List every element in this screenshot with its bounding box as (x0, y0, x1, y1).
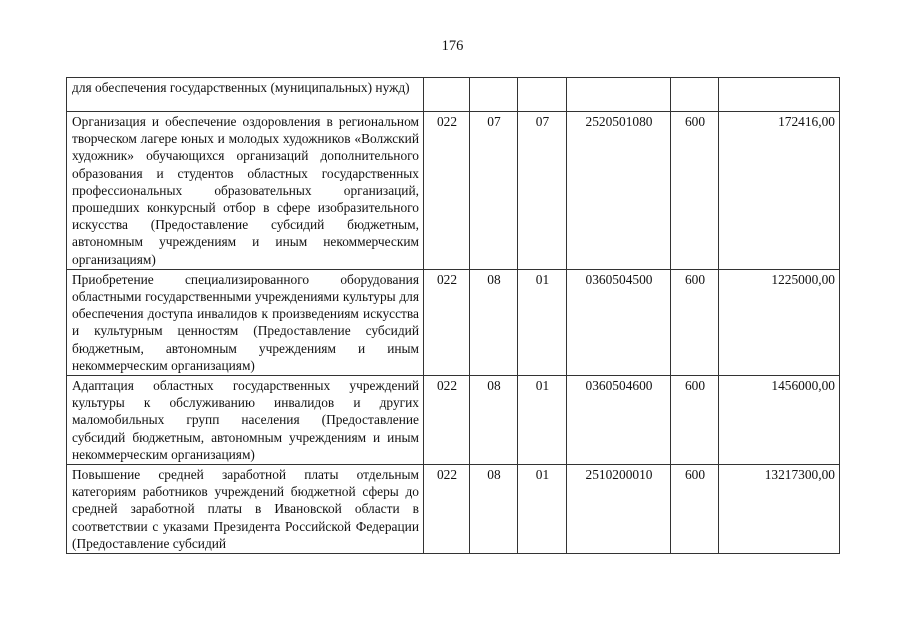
row-expense-type (671, 78, 719, 112)
row-subsection: 01 (518, 376, 567, 465)
row-target-article: 2520501080 (567, 112, 671, 270)
row-expense-type: 600 (671, 269, 719, 375)
row-expense-type: 600 (671, 376, 719, 465)
row-section (470, 78, 518, 112)
row-amount (719, 78, 840, 112)
row-description: Приобретение специализированного оборудования областными государственными учреждениями культуры для обеспечения доступа инвалидов к произведениям искусства и культурным ценностям (Предоставление субсидий бюджетным, автономным учреждениям и иным некоммерческим организациям) (67, 269, 424, 375)
row-subsection: 01 (518, 269, 567, 375)
row-section: 08 (470, 376, 518, 465)
row-section: 08 (470, 269, 518, 375)
row-amount: 13217300,00 (719, 465, 840, 554)
row-admin-code: 022 (424, 465, 470, 554)
row-description: Адаптация областных государственных учреждений культуры к обслуживанию инвалидов и других маломобильных групп населения (Предоставление субсидий бюджетным, автономным учреждениям и иным некоммерческим организациям) (67, 376, 424, 465)
row-admin-code: 022 (424, 376, 470, 465)
budget-table (66, 77, 840, 554)
row-admin-code: 022 (424, 112, 470, 270)
row-subsection (518, 78, 567, 112)
row-expense-type: 600 (671, 112, 719, 270)
row-amount: 1225000,00 (719, 269, 840, 375)
row-target-article: 2510200010 (567, 465, 671, 554)
row-expense-type: 600 (671, 465, 719, 554)
table-row (67, 269, 840, 375)
page-number: 176 (441, 38, 464, 54)
row-target-article: 0360504600 (567, 376, 671, 465)
row-amount: 1456000,00 (719, 376, 840, 465)
row-target-article: 0360504500 (567, 269, 671, 375)
row-subsection: 01 (518, 465, 567, 554)
row-subsection: 07 (518, 112, 567, 270)
table-row (67, 465, 840, 554)
row-description: для обеспечения государственных (муниципальных) нужд) (67, 78, 424, 112)
table-row (67, 112, 840, 270)
row-admin-code: 022 (424, 269, 470, 375)
row-section: 08 (470, 465, 518, 554)
table-row (67, 376, 840, 465)
row-description: Повышение средней заработной платы отдельным категориям работников учреждений бюджетной сферы до средней заработной платы в Ивановской области в соответствии с указами Президента Российской Федерации (Предоставление субсидий (67, 465, 424, 554)
row-target-article (567, 78, 671, 112)
table-row (67, 78, 840, 112)
row-description: Организация и обеспечение оздоровления в региональном творческом лагере юных и молодых художников «Волжский художник» обучающихся организаций дополнительного образования и студентов областных государственных профессиональных образовательных организаций, прошедших конкурсный отбор в сфере изобразительного искусства (Предоставление субсидий бюджетным, автономным учреждениям и иным некоммерческим организациям) (67, 112, 424, 270)
row-amount: 172416,00 (719, 112, 840, 270)
row-section: 07 (470, 112, 518, 270)
row-admin-code (424, 78, 470, 112)
